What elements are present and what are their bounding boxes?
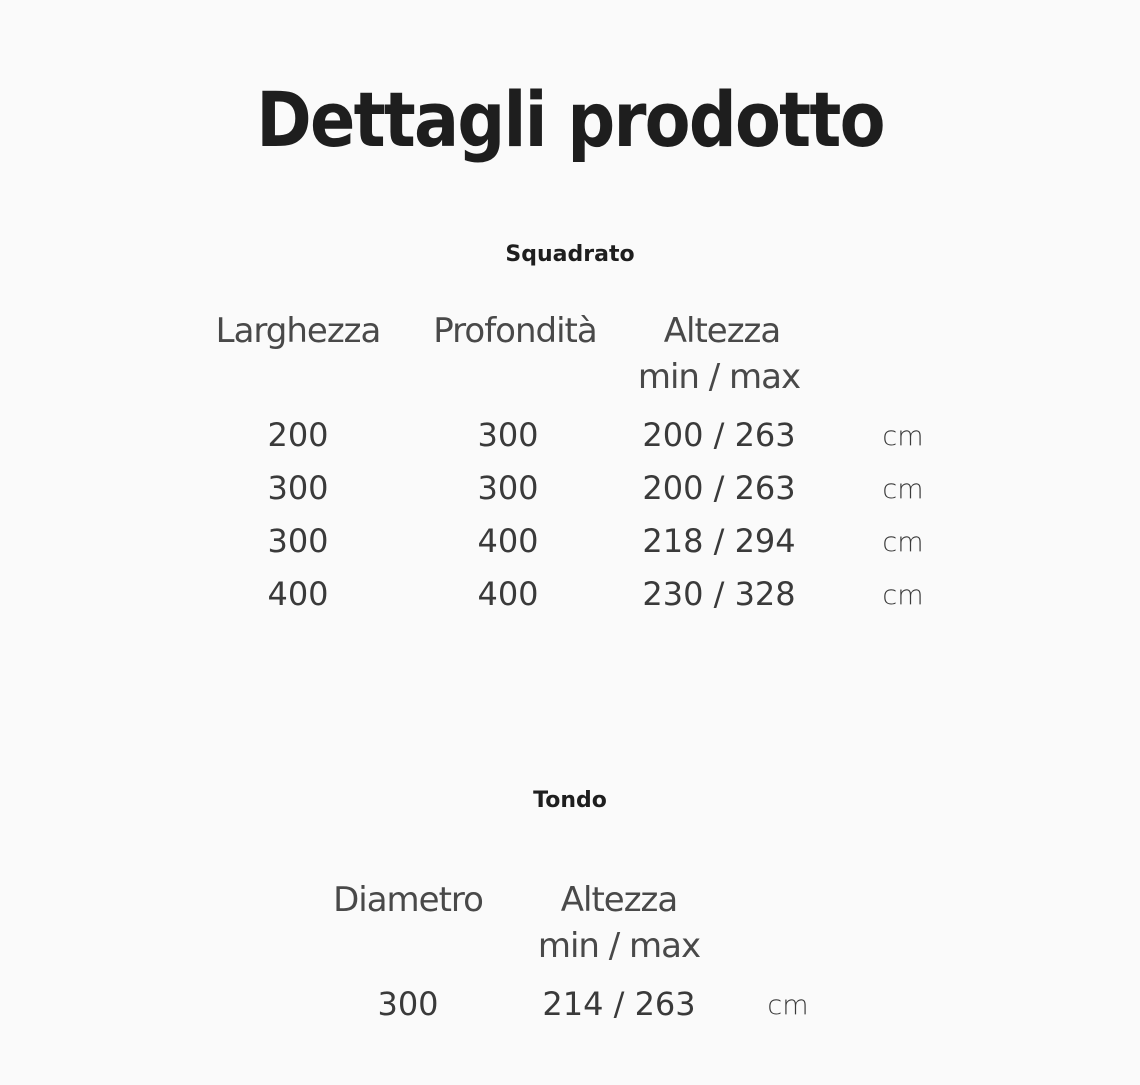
cell-profondita: 300 [477,416,539,454]
header-altezza: Altezza [560,880,678,920]
cell-larghezza: 200 [267,416,329,454]
header-altezza: Altezza [663,311,781,351]
cell-larghezza: 400 [267,575,329,613]
header-larghezza: Larghezza [215,311,381,351]
cell-profondita: 400 [477,575,539,613]
cell-altezza: 214 / 263 [542,985,696,1023]
cell-altezza: 200 / 263 [642,416,796,454]
cell-altezza: 230 / 328 [642,575,796,613]
header-altezza-min-max: min / max [637,357,801,397]
cell-unit: cm [882,580,924,611]
cell-profondita: 400 [477,522,539,560]
header-altezza-min-max: min / max [537,926,701,966]
cell-larghezza: 300 [267,522,329,560]
cell-altezza: 218 / 294 [642,522,796,560]
cell-unit: cm [882,421,924,452]
section-title-squadrato: Squadrato [505,242,635,267]
page-title: Dettagli prodotto [256,75,884,164]
cell-unit: cm [767,990,809,1021]
header-diametro: Diametro [333,880,483,920]
header-profondita: Profondità [433,311,597,351]
cell-unit: cm [882,527,924,558]
cell-profondita: 300 [477,469,539,507]
cell-diametro: 300 [377,985,439,1023]
cell-larghezza: 300 [267,469,329,507]
cell-unit: cm [882,474,924,505]
section-title-tondo: Tondo [533,788,607,813]
cell-altezza: 200 / 263 [642,469,796,507]
